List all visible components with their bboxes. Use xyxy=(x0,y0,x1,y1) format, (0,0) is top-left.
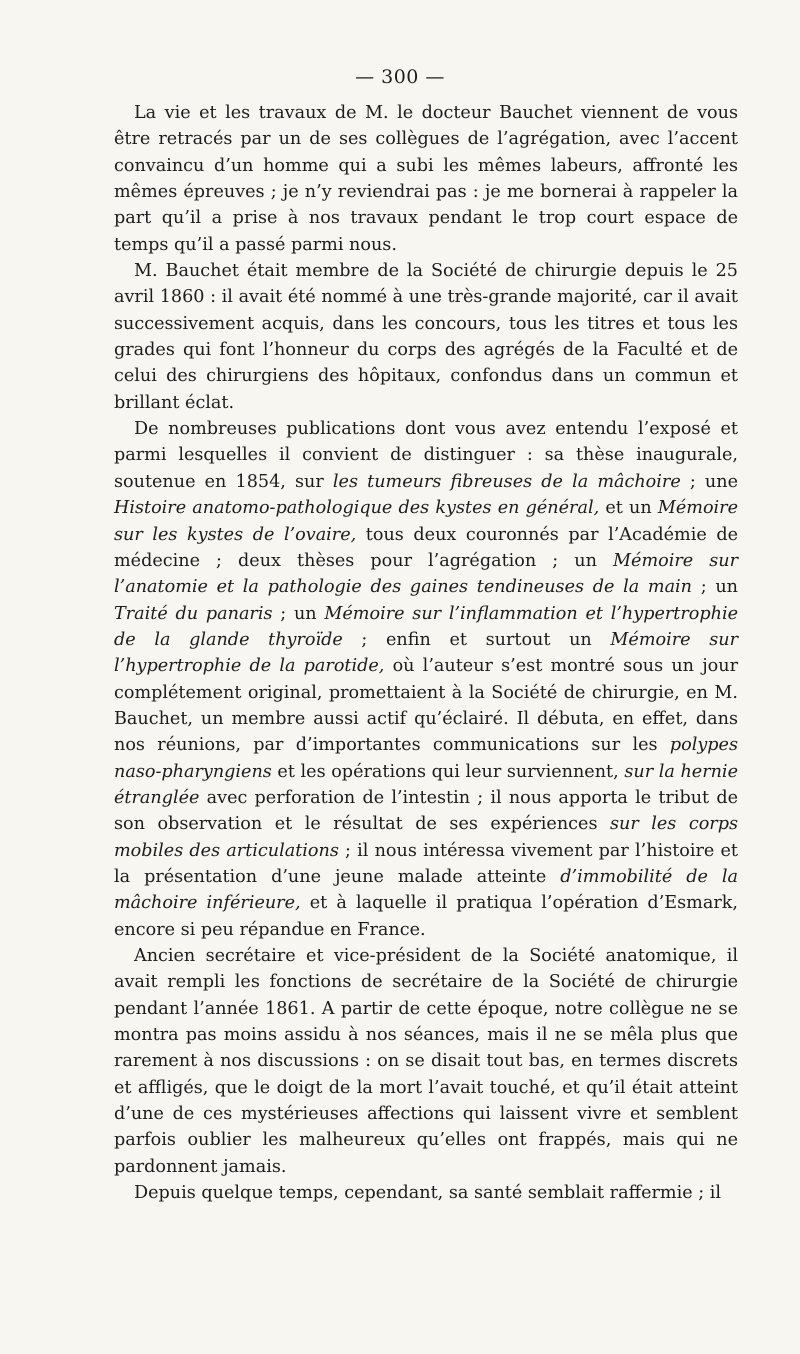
text-run: ; un xyxy=(692,577,738,598)
text-run: tous deux couronnés par l’Académie de médecine ; deux thèses pour l’agrégation ; un xyxy=(114,524,739,571)
text-run: Ancien secrétaire et vice-président de la Société anatomique, il avait rempli les fonctions de secrétaire de la Société de chirurgie pendant l’année 1861. A partir de cette époque, notre collègue ne se montra pas moins assidu à nos séances, mais il ne se mêla plus que rarement à nos discussions : on se disait tout bas, en termes discrets et affligés, que le doigt de la mort l’avait touché, et qu’il était atteint d’une de ces mystérieuses affections qui laissent vivre et semblent parfois oublier les malheureux qu’elles ont frappés, mais qui ne pardonnent jamais. xyxy=(114,946,738,1177)
paragraph-2 xyxy=(114,258,738,416)
italic-title-run: Mémoire sur les kystes de l’ovaire, xyxy=(114,498,738,545)
italic-title-run: les tumeurs fibreuses de la mâchoire xyxy=(332,471,681,492)
italic-title-run: d’immobilité de la mâchoire inférieure, xyxy=(114,866,738,914)
text-run: ; un xyxy=(272,603,325,624)
italic-title-run: Traité du panaris xyxy=(114,603,273,624)
paragraph-3 xyxy=(114,416,738,943)
paragraph-1 xyxy=(114,100,738,258)
italic-title-run: Mémoire sur l’anatomie et la pathologie des gaines tendineuses de la main xyxy=(114,550,739,598)
paragraph-5 xyxy=(114,1180,738,1206)
italic-title-run: sur les corps mobiles des articulations xyxy=(114,814,738,861)
text-run: M. Bauchet était membre de la Société de chirurgie depuis le 25 avril 1860 : il avait été nommé à une très-grande majorité, car il avait successivement acquis, dans les concours, tous les titres et tous les grades qui font l’honneur du corps des agrégés de la Faculté et de celui des chirurgiens des hôpitaux, confondus dans un commun et brillant éclat. xyxy=(114,261,738,413)
page-number: — 300 — xyxy=(355,66,445,88)
italic-title-run: Mémoire sur l’hypertrophie de la parotide, xyxy=(114,629,738,677)
text-run: De nombreuses publications dont vous avez entendu l’exposé et parmi lesquelles il convient de distinguer : sa thèse inaugurale, soutenue en 1854, sur xyxy=(114,419,738,492)
italic-title-run: sur la hernie étranglée xyxy=(114,761,738,808)
paragraph-4 xyxy=(114,943,738,1180)
text-run: ; enfin et surtout un xyxy=(342,629,611,650)
text-run: Depuis quelque temps, cependant, sa santé semblait raffermie ; il xyxy=(134,1183,721,1204)
italic-title-run: polypes naso-pharyngiens xyxy=(114,735,738,782)
text-run: et un xyxy=(599,498,658,519)
text-run: avec perforation de l’intestin ; il nous apporta le tribut de son observation et le résultat de ses expériences xyxy=(114,787,738,835)
text-run: La vie et les travaux de M. le docteur Bauchet viennent de vous être retracés par un de ses collègues de l’agrégation, avec l’accent convaincu d’un homme qui a subi les mêmes labeurs, affronté les mêmes épreuves ; je n’y reviendrai pas : je me bornerai à rappeler la part qu’il a prise à nos travaux pendant le trop court espace de temps qu’il a passé parmi nous. xyxy=(114,103,738,255)
text-run: ; une xyxy=(680,471,739,492)
italic-title-run: Histoire anatomo-pathologique des kystes en général, xyxy=(114,498,600,519)
italic-title-run: Mémoire sur l’inflammation et l’hypertrophie de la glande thyroïde xyxy=(114,603,738,650)
text-run: et à laquelle il pratiqua l’opération d’Esmark, encore si peu répandue en France. xyxy=(114,893,738,940)
text-run: ; il nous intéressa vivement par l’histoire et la présentation d’une jeune malade atteinte xyxy=(114,840,738,887)
text-run: et les opérations qui leur surviennent, xyxy=(271,761,625,782)
text-run: où l’auteur s’est montré sous un jour complétement original, promettaient à la Société de chirurgie, en M. Bauchet, un membre aussi actif qu’éclairé. Il débuta, en effet, dans nos réunions, par d’importantes communications sur les xyxy=(114,656,738,756)
body-text xyxy=(114,100,738,1206)
